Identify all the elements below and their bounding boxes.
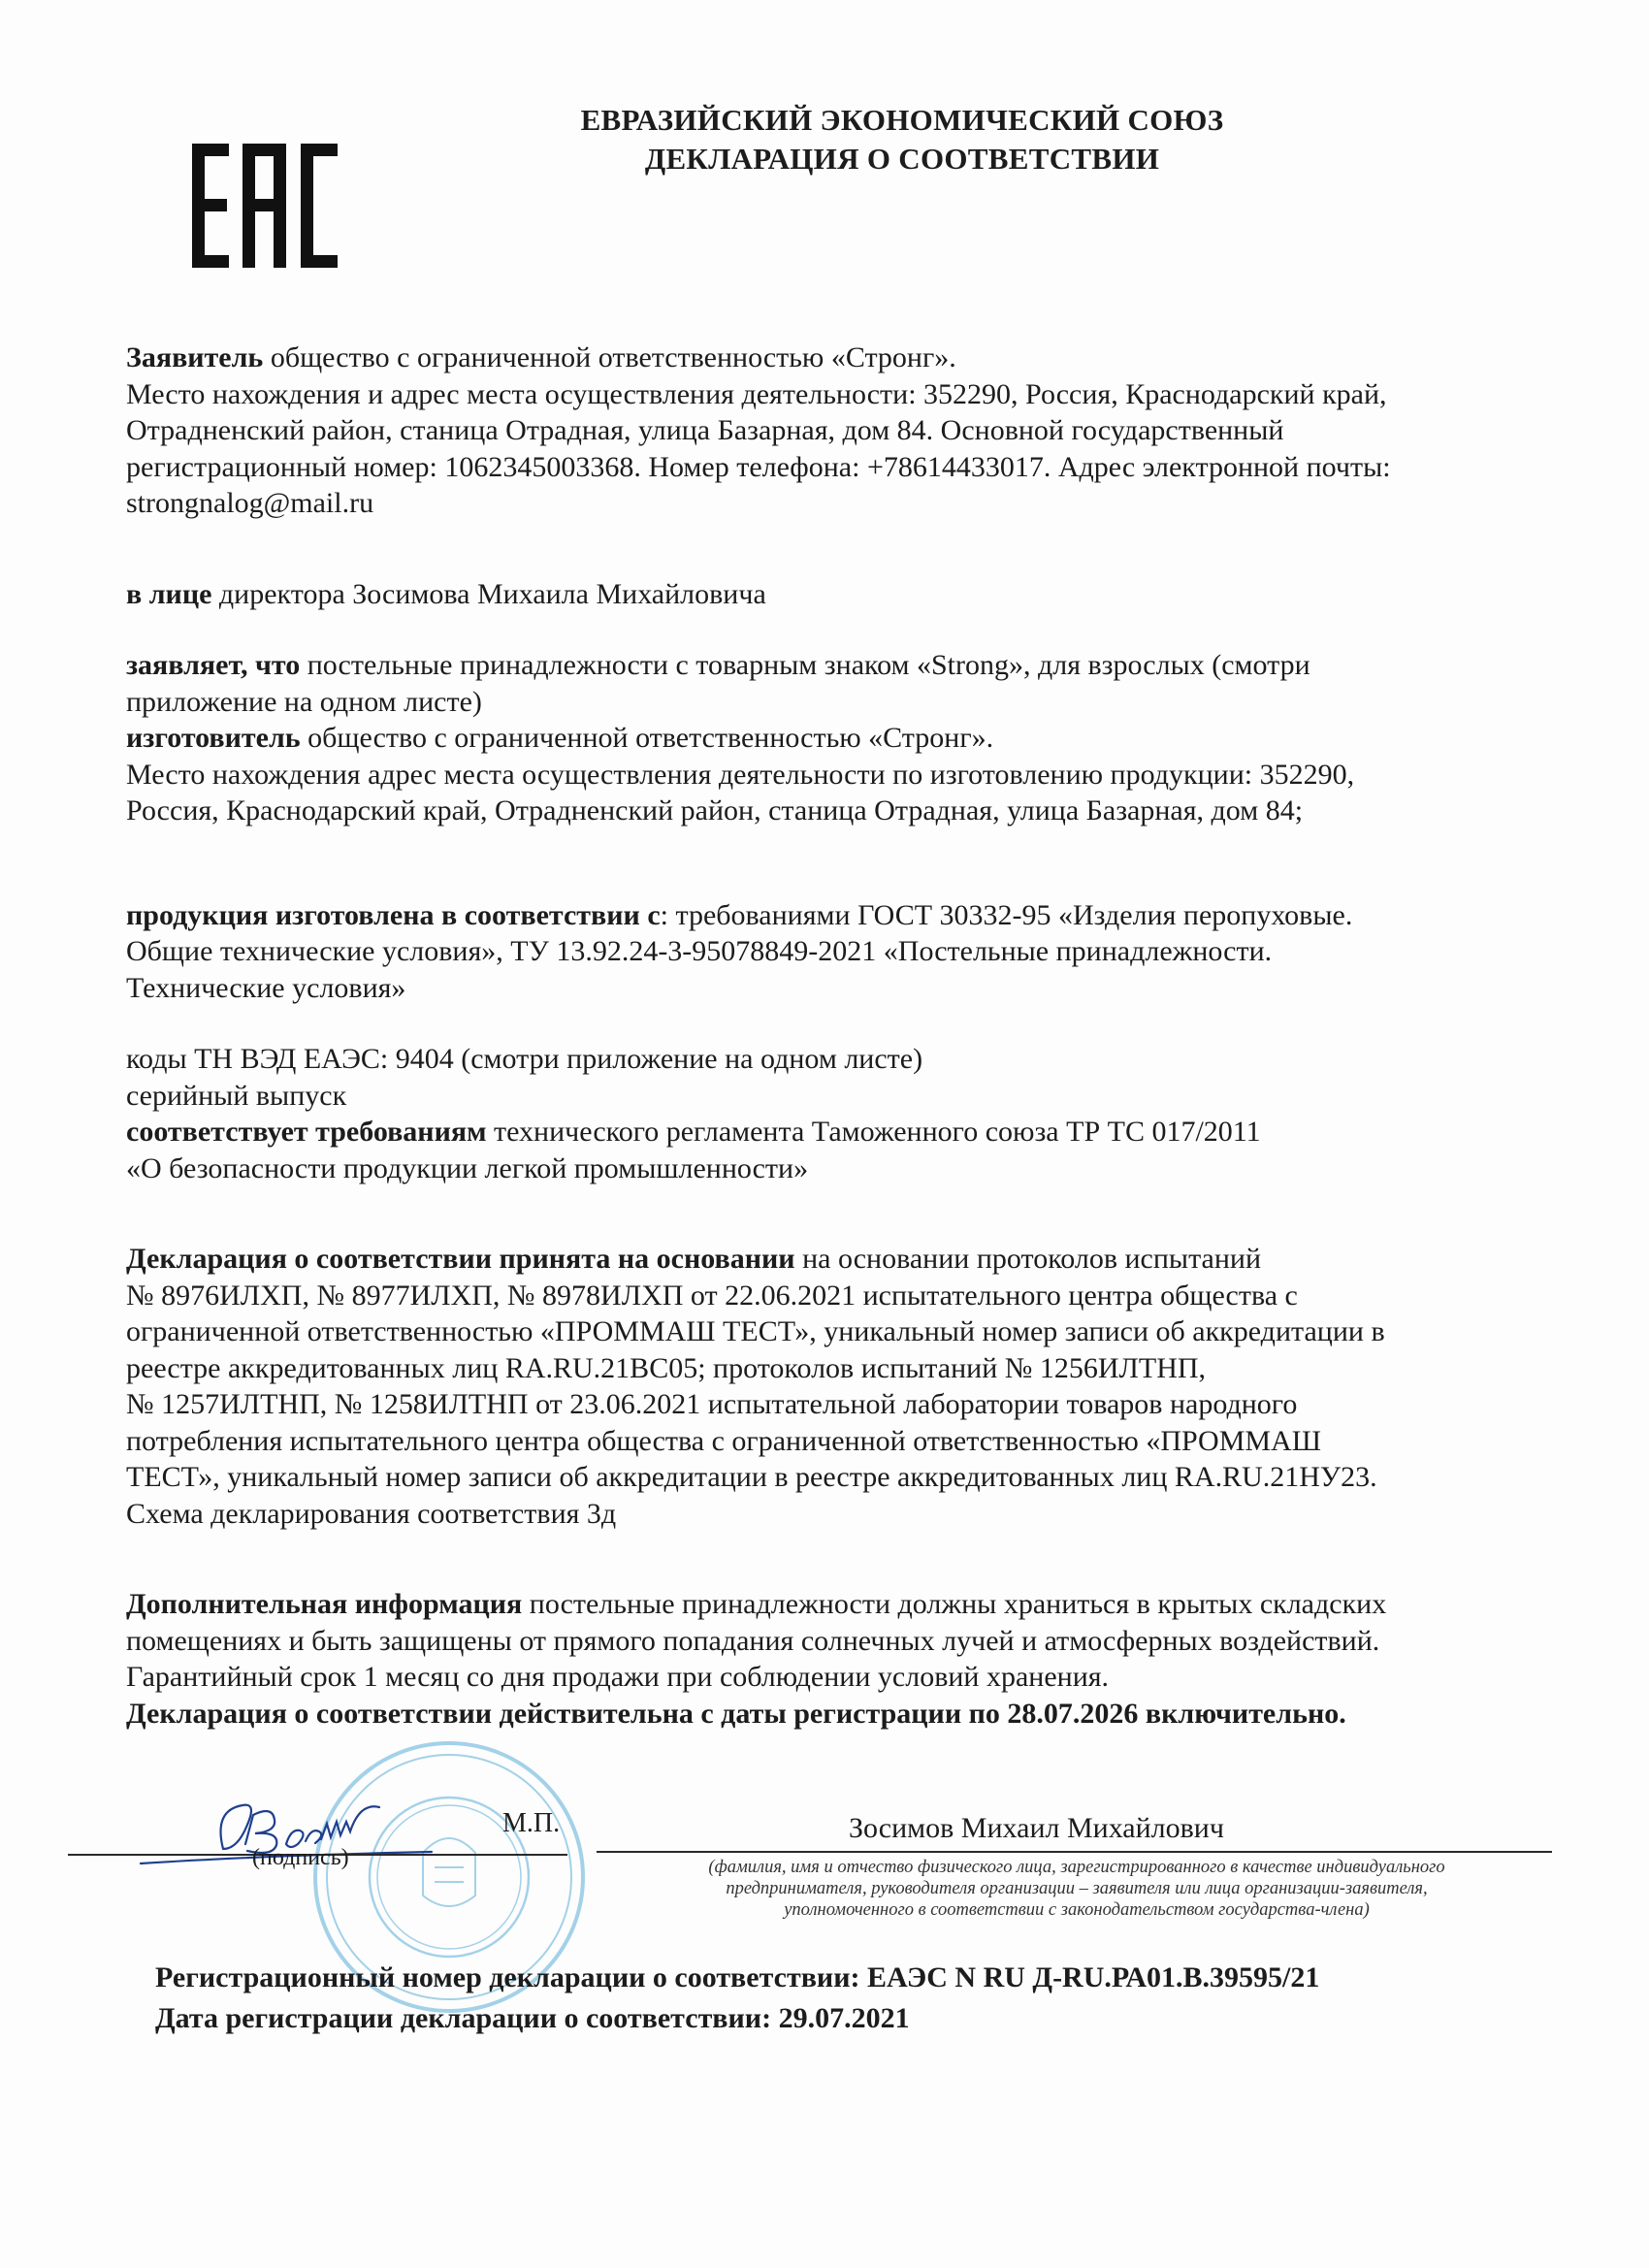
applicant-line-2: Место нахождения и адрес места осуществления деятельности: 352290, Россия, Краснодарский край, [126, 377, 1387, 410]
represented-label: в лице [126, 577, 212, 610]
produced-text: : требованиями ГОСТ 30332-95 «Изделия перопуховые. [660, 898, 1353, 931]
eac-logo [192, 144, 338, 268]
declaration-body [126, 340, 1542, 1732]
header-declaration-title: ДЕКЛАРАЦИЯ О СООТВЕТСТВИИ [644, 142, 1160, 176]
manufacturer-line-2: Место нахождения адрес места осуществления деятельности по изготовлению продукции: 352290, [126, 758, 1355, 791]
basis-line-7: ТЕСТ», уникальный номер записи об аккредитации в реестре аккредитованных лиц RA.RU.21НУ23. [126, 1461, 1377, 1493]
declares-line-1 [126, 647, 1542, 684]
declares-label: заявляет, что [126, 649, 301, 681]
applicant-line-4: регистрационный номер: 1062345003368. Номер телефона: +78614433017. Адрес электронной почты: [126, 450, 1391, 483]
document-header [388, 101, 1416, 178]
additional-line-3: Гарантийный срок 1 месяц со дня продажи при соблюдении условий хранения. [126, 1661, 1110, 1693]
declares-text: постельные принадлежности с товарным знаком «Strong», для взрослых (смотри [300, 649, 1310, 681]
name-caption-line-3: уполномоченного в соответствии с законодательством государства-члена) [784, 1900, 1370, 1920]
represented-text: директора Зосимова Михаила Михайловича [211, 577, 766, 610]
name-underline [597, 1851, 1552, 1853]
additional-text: постельные принадлежности должны храниться в крытых складских [522, 1588, 1387, 1620]
basis-line-1 [126, 1241, 1542, 1278]
produced-line-2: Общие технические условия», ТУ 13.92.24-3-95078849-2021 «Постельные принадлежности. [126, 935, 1273, 967]
complies-line-2: «О безопасности продукции легкой промышленности» [126, 1151, 809, 1184]
codes-line: коды ТН ВЭД ЕАЭС: 9404 (смотри приложение на одном листе) [126, 1043, 923, 1075]
name-caption-line-1: (фамилия, имя и отчество физического лица, зарегистрированного в качестве индивидуального [708, 1858, 1445, 1877]
basis-line-2: № 8976ИЛХП, № 8977ИЛХП, № 8978ИЛХП от 22.06.2021 испытательного центра общества с [126, 1279, 1298, 1312]
name-caption-line-2: предпринимателя, руководителя организации – заявителя или лица организации-заявителя, [726, 1879, 1428, 1898]
header-union-title: ЕВРАЗИЙСКИЙ ЭКОНОМИЧЕСКИЙ СОЮЗ [580, 103, 1224, 137]
produced-line-1 [126, 897, 1542, 934]
complies-label: соответствует требованиям [126, 1116, 487, 1148]
produced-line-3: Технические условия» [126, 971, 406, 1004]
produced-label: продукция изготовлена в соответствии с [126, 898, 661, 931]
complies-line-1 [126, 1114, 1542, 1150]
complies-text: технического регламента Таможенного союза ТР ТС 017/2011 [486, 1116, 1261, 1148]
manufacturer-line-1 [126, 720, 1542, 757]
signature-caption: (подпись) [252, 1845, 349, 1870]
eac-mark-icon [192, 144, 338, 268]
serial-line: серийный выпуск [126, 1079, 347, 1112]
additional-line-1 [126, 1586, 1542, 1623]
basis-line-3: ограниченной ответственностью «ПРОММАШ ТЕСТ», уникальный номер записи об аккредитации в [126, 1315, 1385, 1347]
manufacturer-line-3: Россия, Краснодарский край, Отрадненский район, станица Отрадная, улица Базарная, дом 84; [126, 794, 1304, 826]
registration-date: Дата регистрации декларации о соответствии: 29.07.2021 [155, 2002, 910, 2034]
applicant-label: Заявитель [126, 341, 264, 373]
applicant-email: strongnalog@mail.ru [126, 487, 374, 519]
basis-line-6: потребления испытательного центра общества с ограниченной ответственностью «ПРОММАШ [126, 1424, 1321, 1457]
validity-line: Декларация о соответствии действительна с даты регистрации по 28.07.2026 включительно. [126, 1697, 1346, 1730]
applicant-line-1 [126, 340, 1542, 376]
manufacturer-name: общество с ограниченной ответственностью «Стронг». [300, 722, 994, 754]
name-caption [601, 1857, 1552, 1921]
additional-label: Дополнительная информация [126, 1588, 523, 1620]
basis-text: на основании протоколов испытаний [794, 1243, 1262, 1275]
seal-placeholder-label: М.П. [502, 1808, 561, 1838]
registration-block [155, 1958, 1319, 2039]
applicant-line-3: Отрадненский район, станица Отрадная, улица Базарная, дом 84. Основной государственный [126, 414, 1284, 446]
declares-line-2: приложение на одном листе) [126, 685, 482, 718]
basis-label: Декларация о соответствии принята на основании [126, 1243, 795, 1275]
signer-name: Зосимов Михаил Михайлович [849, 1812, 1224, 1844]
basis-line-4: реестре аккредитованных лиц RA.RU.21ВС05; протоколов испытаний № 1256ИЛТНП, [126, 1351, 1207, 1384]
applicant-name: общество с ограниченной ответственностью «Стронг». [263, 341, 956, 373]
additional-line-2: помещениях и быть защищены от прямого попадания солнечных лучей и атмосферных воздействий. [126, 1624, 1380, 1657]
manufacturer-label: изготовитель [126, 722, 301, 754]
registration-number: Регистрационный номер декларации о соответствии: ЕАЭС N RU Д-RU.РА01.В.39595/21 [155, 1961, 1320, 1993]
represented-line [126, 576, 1542, 613]
signature-block [58, 1791, 1533, 1975]
basis-line-5: № 1257ИЛТНП, № 1258ИЛТНП от 23.06.2021 испытательной лаборатории товаров народного [126, 1388, 1298, 1420]
basis-line-8: Схема декларирования соответствия 3д [126, 1497, 617, 1530]
